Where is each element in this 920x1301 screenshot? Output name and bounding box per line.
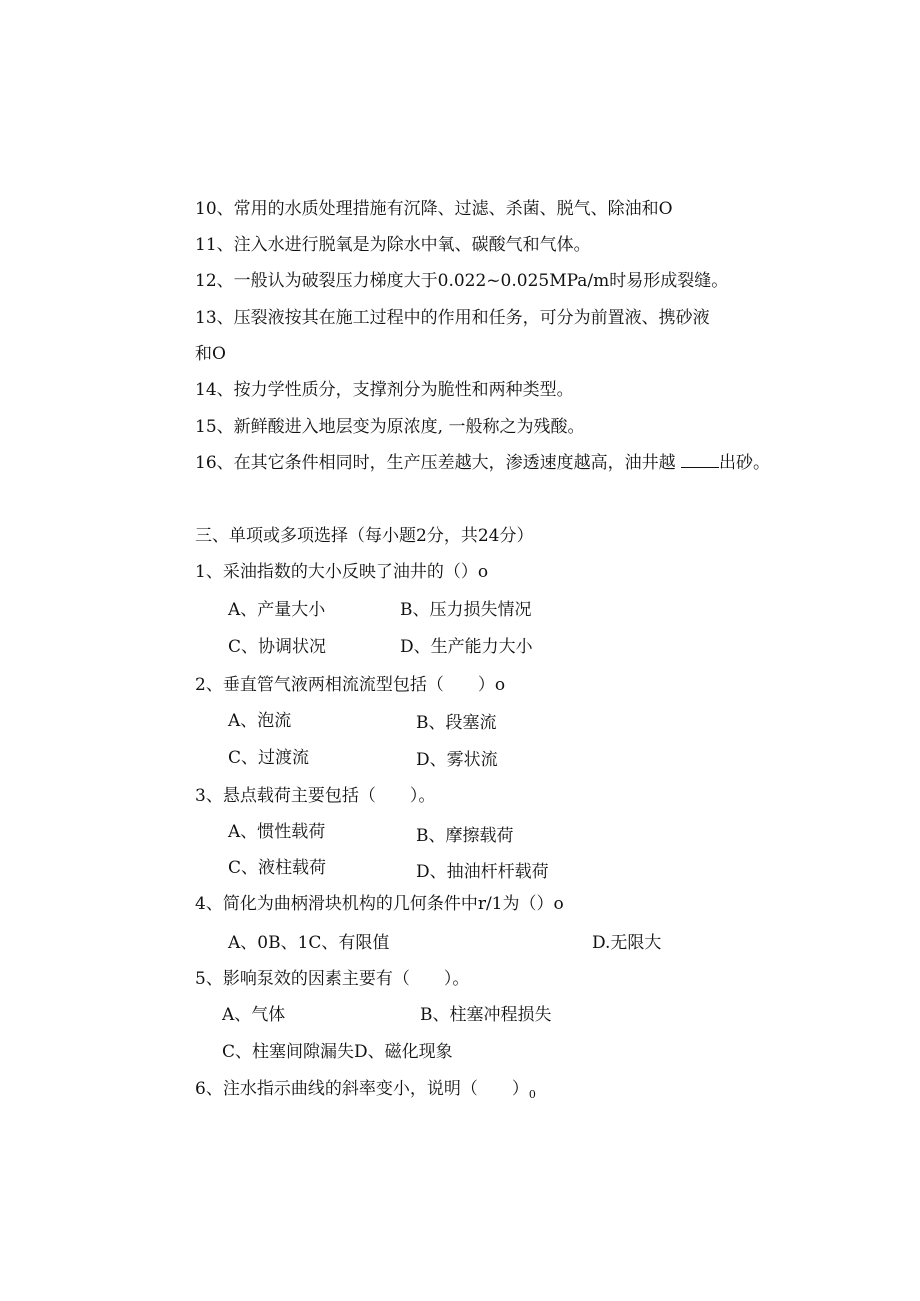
mc-question-2: 2、垂直管气液两相流流型包括（ ）o [195,675,506,695]
mc-question-4: 4、简化为曲柄滑块机构的几何条件中r/1为（）o [195,894,564,914]
mc-question-6-tail: 0 [528,1088,536,1101]
option-2a: A、泡流 [228,711,292,731]
mc-question-1: 1、采油指数的大小反映了油井的（）o [195,562,489,582]
section-heading: 三、单项或多项选择（每小题2分，共24分） [195,526,534,546]
mc-question-3: 3、悬点载荷主要包括（ ）。 [195,786,436,806]
option-4d: D.无限大 [592,933,662,953]
question-12: 12、一般认为破裂压力梯度大于0.022~0.025MPa/m时易形成裂缝。 [195,271,729,291]
mc-question-5: 5、影响泵效的因素主要有（ ）。 [195,969,470,989]
question-10: 10、常用的水质处理措施有沉降、过滤、杀菌、脱气、除油和O [195,199,673,219]
option-2c: C、过渡流 [228,748,310,768]
option-1c: C、协调状况 [228,637,327,657]
question-13-line1: 13、压裂液按其在施工过程中的作用和任务，可分为前置液、携砂液 [195,308,710,328]
mc-question-6 [195,1078,536,1106]
answer-blank [681,453,719,468]
option-5b: B、柱塞冲程损失 [420,1005,552,1025]
option-5a: A、气体 [222,1005,286,1025]
mc-question-6-stem: 6、注水指示曲线的斜率变小，说明（ ） [195,1079,529,1099]
question-11: 11、注入水进行脱氧是为除水中氧、碳酸气和气体。 [195,235,591,255]
question-15: 15、新鲜酸进入地层变为原浓度, 一般称之为残酸。 [195,417,585,437]
question-16-text: 16、在其它条件相同时，生产压差越大，渗透速度越高，油井越 [195,453,676,473]
option-2b: B、段塞流 [416,713,497,733]
option-1a: A、产量大小 [228,600,326,620]
option-2d: D、雾状流 [416,750,498,770]
option-4abc: A、0B、1C、有限值 [228,933,390,953]
option-1d: D、生产能力大小 [400,637,533,657]
option-3d: D、抽油杆杆载荷 [416,862,549,882]
option-3a: A、惯性载荷 [228,822,326,842]
question-13-line2: 和O [195,344,226,364]
option-5cd: C、柱塞间隙漏失D、磁化现象 [222,1042,453,1062]
option-3b: B、摩擦载荷 [416,826,514,846]
option-1b: B、压力损失情况 [400,600,532,620]
question-14: 14、按力学性质分，支撑剂分为脆性和两种类型。 [195,380,574,400]
question-16 [195,452,770,474]
question-16-tail: 出砂。 [719,453,771,473]
option-3c: C、液柱载荷 [228,858,327,878]
